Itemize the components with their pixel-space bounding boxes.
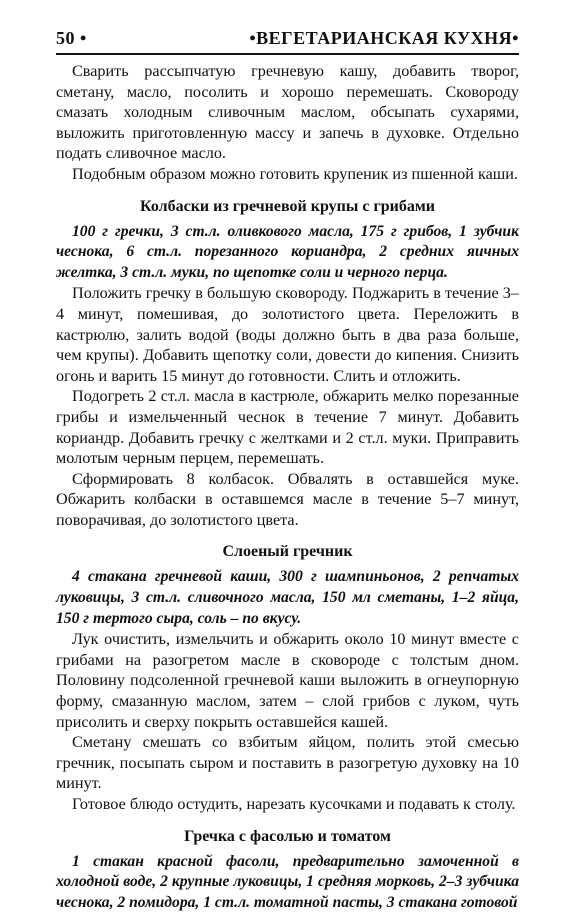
- paragraph: Сварить рассыпчатую гречневую кашу, добавить творог, сметану, масло, посолить и хорошо перемешать. Сковороду смазать холодным сливочным маслом, обсыпать сухарями, выложить приготовленную массу и запечь в духовке. Отдельно подать сливочное масло.: [56, 62, 519, 163]
- ingredients-list: 1 стакан красной фасоли, предварительно замоченной в холодной воде, 2 крупные луковицы, 1 средняя морковь, 2–3 зубчика чеснока, 2 помидора, 1 ст.л. томатной пасты, 3 стакана готовой: [56, 852, 519, 911]
- paragraph: Лук очистить, измельчить и обжарить около 10 минут вместе с грибами на разогретом масле в сковороде с толстым дном. Половину подсоленной гречневой каши выложить в огнеупорную форму, смазанную маслом, затем – слой грибов с луком, чуть присолить и сверху покрыть оставшейся кашей.: [56, 630, 519, 731]
- ingredients-list: 4 стакана гречневой каши, 300 г шампиньонов, 2 репчатых луковицы, 3 ст.л. сливочного масла, 150 мл сметаны, 1–2 яйца, 150 г тертого сыра, соль – по вкусу.: [56, 568, 519, 627]
- paragraph: Сметану смешать со взбитым яйцом, полить этой смесью гречник, посыпать сыром и поставить в разогретую духовку на 10 минут.: [56, 733, 519, 793]
- paragraph: Сформировать 8 колбасок. Обвалять в оставшейся муке. Обжарить колбаски в оставшемся масле в течение 5–7 минут, поворачивая, до золотистого цвета.: [56, 469, 519, 529]
- recipe-steps: [56, 283, 519, 530]
- intro-text: [56, 61, 519, 185]
- paragraph: Подогреть 2 ст.л. масла в кастрюле, обжарить мелко порезанные грибы и измельченный чеснок в течение 7 минут. Добавить кориандр. Добавить гречку с желтками и 2 ст.л. муки. Приправить молотым черным перцем, перемешать.: [56, 387, 519, 468]
- paragraph: Подобным образом можно готовить крупеник из пшенной каши.: [72, 164, 518, 183]
- running-title: •ВЕГЕТАРИАНСКАЯ КУХНЯ•: [249, 28, 519, 48]
- recipe-title: Гречка с фасолью и томатом: [184, 827, 391, 845]
- ingredients-list: 100 г гречки, 3 ст.л. оливкового масла, 175 г грибов, 1 зубчик чеснока, 6 ст.л. порезанного кориандра, 2 средних яичных желтка, 3 ст.л. муки, по щепотке соли и черного перца.: [56, 222, 519, 281]
- paragraph: Положить гречку в большую сковороду. Поджарить в течение 3–4 минут, помешивая, до золотистого цвета. Переложить в кастрюлю, залить водой (воды должно быть в два раза больше, чем крупы). Добавить щепотку соли, довести до кипения. Снизить огонь и варить 15 минут до готовности. Слить и отложить.: [56, 284, 519, 385]
- page-number: 50 •: [56, 28, 87, 48]
- recipe-steps: [56, 629, 519, 814]
- page-header: [56, 28, 519, 49]
- header-rule: [56, 53, 519, 55]
- paragraph: Готовое блюдо остудить, нарезать кусочками и подавать к столу.: [72, 795, 516, 813]
- recipe-title: Слоеный гречник: [222, 543, 353, 561]
- recipe-title: Колбаски из гречневой крупы с грибами: [140, 197, 435, 215]
